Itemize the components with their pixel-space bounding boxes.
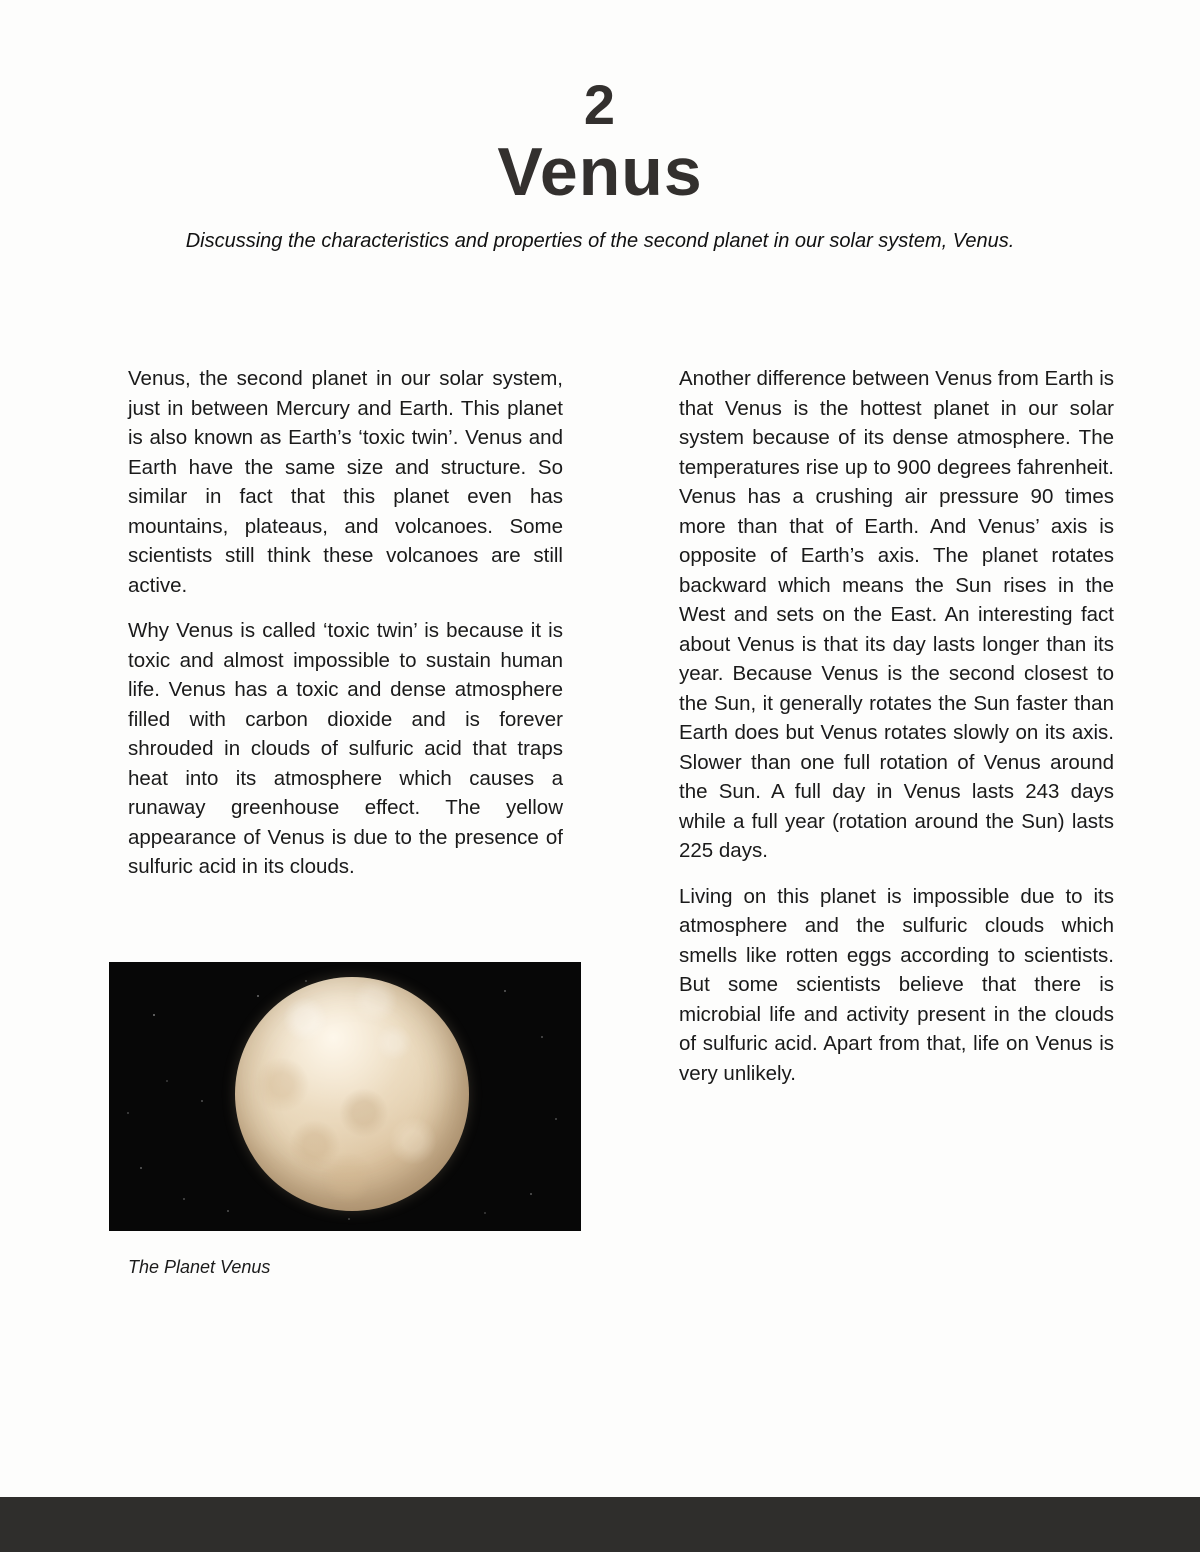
venus-figure <box>109 962 581 1278</box>
body-paragraph: Another difference between Venus from Earth is that Venus is the hottest planet in our solar system because of its dense atmosphere. The temperatures rise up to 900 degrees fahrenheit. Venus has a crushing air pressure 90 times more than that of Earth. And Venus’ axis is opposite of Earth’s axis. The planet rotates backward which means the Sun rises in the West and sets on the East. An interesting fact about Venus is that its day lasts longer than its year. Because Venus is the second closest to the Sun, it generally rotates the Sun faster than Earth does but Venus rotates slowly on its axis. Slower than one full rotation of Venus around the Sun. A full day in Venus lasts 243 days while a full year (rotation around the Sun) lasts 225 days. <box>679 367 1114 862</box>
planet-venus-sphere <box>235 977 469 1211</box>
body-paragraph: Living on this planet is impossible due to its atmosphere and the sulfuric clouds which smells like rotten eggs according to scientists. But some scientists believe that there is microbial life and activity present in the clouds of sulfuric acid. Apart from that, life on Venus is very unlikely. <box>679 884 1114 1085</box>
chapter-number: 2 <box>583 73 617 136</box>
page-header <box>0 0 1200 255</box>
starfield <box>109 962 111 964</box>
two-column-body <box>128 364 1114 1278</box>
body-paragraph: Venus, the second planet in our solar system, just in between Mercury and Earth. This planet is also known as Earth’s ‘toxic twin’. Venus and Earth have the same size and structure. So similar in fact that this planet even has mountains, plateaus, and volcanoes. Some scientists still think these volcanoes are still active. <box>128 367 563 597</box>
figure-caption: The Planet Venus <box>128 1256 271 1277</box>
right-column <box>679 364 1114 1278</box>
venus-photo <box>109 962 581 1231</box>
footer-bar <box>0 1497 1200 1552</box>
page-title: Venus <box>497 134 703 210</box>
left-column <box>128 364 563 1278</box>
body-paragraph: Why Venus is called ‘toxic twin’ is because it is toxic and almost impossible to sustain human life. Venus has a toxic and dense atmosphere filled with carbon dioxide and is forever shrouded in clouds of sulfuric acid that traps heat into its atmosphere which causes a runaway greenhouse effect. The yellow appearance of Venus is due to the presence of sulfuric acid in its clouds. <box>128 619 563 878</box>
subtitle: Discussing the characteristics and properties of the second planet in our solar system, Venus. <box>185 230 1015 252</box>
